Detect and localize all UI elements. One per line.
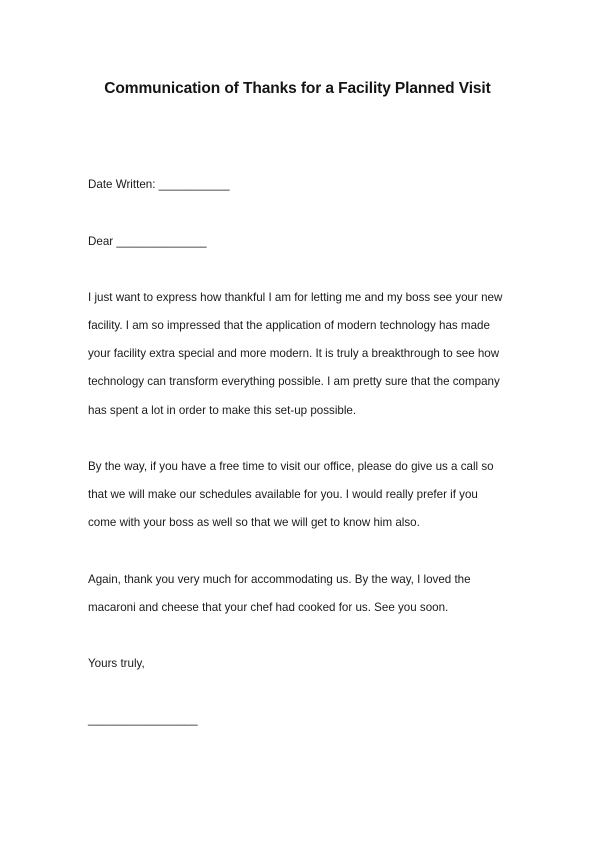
signature-line: _________________: [88, 713, 198, 726]
date-written-line: Date Written: ___________: [88, 178, 230, 191]
paragraph-1-line: facility. I am so impressed that the application of modern technology has made: [88, 319, 490, 332]
paragraph-3-line: Again, thank you very much for accommodating us. By the way, I loved the: [88, 573, 471, 586]
document-title: Communication of Thanks for a Facility Planned Visit: [104, 80, 491, 97]
paragraph-1-line: has spent a lot in order to make this set-up possible.: [88, 404, 357, 417]
paragraph-1-line: technology can transform everything possible. I am pretty sure that the company: [88, 375, 500, 388]
paragraph-2-line: By the way, if you have a free time to visit our office, please do give us a call so: [88, 460, 494, 473]
closing: Yours truly,: [88, 657, 145, 670]
paragraph-3-line: macaroni and cheese that your chef had cooked for us. See you soon.: [88, 601, 449, 614]
paragraph-1-line: I just want to express how thankful I am for letting me and my boss see your new: [88, 291, 503, 304]
paragraph-2-line: come with your boss as well so that we will get to know him also.: [88, 516, 420, 529]
salutation: Dear ______________: [88, 235, 207, 248]
paragraph-2-line: that we will make our schedules available for you. I would really prefer if you: [88, 488, 478, 501]
paragraph-1-line: your facility extra special and more modern. It is truly a breakthrough to see how: [88, 347, 500, 360]
